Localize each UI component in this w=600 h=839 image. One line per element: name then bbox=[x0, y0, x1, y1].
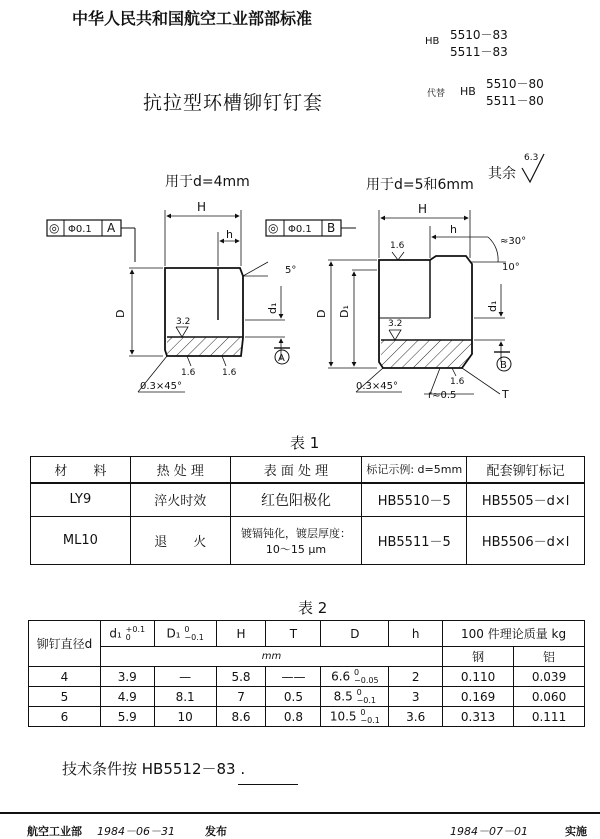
svg-text:1.6: 1.6 bbox=[222, 368, 237, 378]
table2-unit: mm bbox=[100, 647, 442, 667]
table2 bbox=[28, 620, 585, 727]
note-underline bbox=[238, 784, 298, 785]
right-tolerance-frame bbox=[266, 220, 356, 236]
svg-text:Φ0.1: Φ0.1 bbox=[288, 224, 312, 235]
table1-cell: 淬火时效 bbox=[130, 483, 230, 517]
footer-issue-date: 1984－06－31 bbox=[97, 825, 175, 838]
left-chamfer: 0.3×45° bbox=[140, 381, 183, 392]
right-dim-H: H bbox=[418, 202, 428, 216]
table1-cell: LY9 bbox=[31, 483, 131, 517]
org-title: 中华人民共和国航空工业部部标准 bbox=[72, 9, 313, 28]
table2-cell: 5.8 bbox=[216, 667, 266, 687]
table2-cell: 8.1 bbox=[154, 687, 216, 707]
table2-header-steel: 钢 bbox=[443, 647, 514, 667]
tech-note: 技术条件按 HB5512－83 . bbox=[62, 760, 246, 778]
left-caption: 用于d=4mm bbox=[165, 174, 250, 190]
right-dim-h: h bbox=[450, 223, 457, 236]
footer-rule bbox=[0, 812, 600, 814]
left-dim-H: H bbox=[197, 200, 207, 214]
table2-header-D1: D₁ 0 −0.1 bbox=[154, 621, 216, 647]
table2-subheader-row bbox=[29, 647, 585, 667]
table2-cell: 0.110 bbox=[443, 667, 514, 687]
table1-cell: HB5511－5 bbox=[362, 517, 467, 565]
svg-text:3.2: 3.2 bbox=[388, 319, 403, 329]
right-roughness-32 bbox=[388, 319, 402, 340]
table1 bbox=[30, 456, 585, 565]
table1-header-row bbox=[31, 457, 585, 483]
right-angle-10: 10° bbox=[502, 262, 520, 273]
table1-cell: 退 火 bbox=[130, 517, 230, 565]
table1-caption: 表 1 bbox=[290, 434, 320, 452]
table2-header-H: H bbox=[216, 621, 266, 647]
table2-cell: 3.9 bbox=[100, 667, 154, 687]
replaces-label: 代替 bbox=[427, 89, 446, 99]
replaces-hb-label: HB bbox=[460, 85, 476, 98]
left-dim-d1: d₁ bbox=[266, 302, 279, 314]
table2-cell: 8.5 0 −0.1 bbox=[321, 687, 389, 707]
doc-title: 抗拉型环槽铆钉钉套 bbox=[143, 92, 324, 114]
table2-cell: 4.9 bbox=[100, 687, 154, 707]
concentricity-icon: ◎ bbox=[49, 221, 60, 235]
table1-cell: ML10 bbox=[31, 517, 131, 565]
table2-header-rivet-dia: 铆钉直径d bbox=[29, 621, 101, 667]
table2-header-T: T bbox=[266, 621, 321, 647]
table1-cell: HB5510－5 bbox=[362, 483, 467, 517]
left-tolerance-frame bbox=[47, 220, 135, 262]
std-number-1: 5510－83 bbox=[450, 28, 508, 42]
table2-cell: 6.6 0 −0.05 bbox=[321, 667, 389, 687]
table1-header-rivet: 配套铆钉标记 bbox=[467, 457, 585, 483]
table1-header-marking: 标记示例: d=5mm bbox=[362, 457, 467, 483]
replaced-number-2: 5511－80 bbox=[486, 94, 544, 108]
svg-text:B: B bbox=[327, 221, 336, 235]
table1-cell: 红色阳极化 bbox=[230, 483, 362, 517]
svg-text:3.2: 3.2 bbox=[176, 317, 191, 327]
table2-cell: —— bbox=[266, 667, 321, 687]
table2-header-d1: d₁ +0.1 0 bbox=[100, 621, 154, 647]
table1-header-heat: 热 处 理 bbox=[130, 457, 230, 483]
table2-cell: 10 bbox=[154, 707, 216, 727]
table-row bbox=[31, 517, 585, 565]
table1-cell: HB5505－d×l bbox=[467, 483, 585, 517]
table2-cell: 8.6 bbox=[216, 707, 266, 727]
std-number-2: 5511－83 bbox=[450, 45, 508, 59]
table1-cell: HB5506－d×l bbox=[467, 517, 585, 565]
right-T-label: T bbox=[502, 388, 509, 401]
left-datum-a-marker: A bbox=[278, 353, 285, 364]
footer-issuer: 航空工业部 bbox=[27, 825, 82, 838]
right-r-label: r≈0.5 bbox=[428, 390, 457, 401]
right-chamfer: 0.3×45° bbox=[356, 381, 399, 392]
rest-label: 其余 bbox=[488, 166, 516, 182]
table2-cell: 0.313 bbox=[443, 707, 514, 727]
table-row bbox=[29, 707, 585, 727]
table2-cell: 0.5 bbox=[266, 687, 321, 707]
table2-cell: — bbox=[154, 667, 216, 687]
table2-cell: 6 bbox=[29, 707, 101, 727]
right-angle-30: ≈30° bbox=[500, 236, 527, 247]
table1-header-material: 材 料 bbox=[31, 457, 131, 483]
table2-cell: 0.111 bbox=[514, 707, 585, 727]
left-dim-h: h bbox=[226, 228, 233, 241]
table1-cell: 镀镉钝化，镀层厚度：10～15 μm bbox=[230, 517, 362, 565]
table2-header-row bbox=[29, 621, 585, 647]
left-roughness-16 bbox=[181, 356, 237, 378]
hb-label: HB bbox=[425, 36, 440, 47]
table2-cell: 0.060 bbox=[514, 687, 585, 707]
table1-header-surface: 表 面 处 理 bbox=[230, 457, 362, 483]
svg-text:Φ0.1: Φ0.1 bbox=[68, 224, 92, 235]
table-row bbox=[29, 667, 585, 687]
table2-cell: 3.6 bbox=[389, 707, 443, 727]
table-row bbox=[31, 483, 585, 517]
left-dim-D: D bbox=[114, 309, 127, 318]
svg-text:6.3: 6.3 bbox=[524, 153, 539, 163]
svg-text:A: A bbox=[107, 221, 116, 235]
right-dim-D: D bbox=[315, 309, 328, 318]
svg-text:1.6: 1.6 bbox=[181, 368, 196, 378]
table2-cell: 2 bbox=[389, 667, 443, 687]
table2-cell: 5 bbox=[29, 687, 101, 707]
table2-caption: 表 2 bbox=[298, 599, 328, 617]
rest-roughness-symbol bbox=[522, 153, 544, 182]
table2-cell: 0.169 bbox=[443, 687, 514, 707]
right-caption: 用于d=5和6mm bbox=[366, 177, 474, 193]
table2-cell: 4 bbox=[29, 667, 101, 687]
footer-impl-date: 1984－07－01 bbox=[450, 825, 528, 838]
table2-header-aluminum: 铝 bbox=[514, 647, 585, 667]
right-roughness-16-bottom: 1.6 bbox=[450, 377, 465, 387]
replaced-number-1: 5510－80 bbox=[486, 77, 544, 91]
footer-impl-label: 实施 bbox=[565, 825, 587, 838]
right-dim-D1: D₁ bbox=[338, 305, 351, 318]
table2-header-mass: 100 件理论质量 kg bbox=[443, 621, 585, 647]
table2-cell: 3 bbox=[389, 687, 443, 707]
technical-drawing bbox=[0, 140, 600, 430]
left-angle-5: 5° bbox=[285, 265, 297, 276]
right-roughness-16-top bbox=[390, 241, 405, 260]
right-datum-b-marker: B bbox=[500, 360, 507, 371]
table2-cell: 5.9 bbox=[100, 707, 154, 727]
right-dim-d1: d₁ bbox=[486, 300, 499, 312]
table2-header-h: h bbox=[389, 621, 443, 647]
table2-cell: 0.039 bbox=[514, 667, 585, 687]
table2-cell: 0.8 bbox=[266, 707, 321, 727]
footer-issue-label: 发布 bbox=[205, 825, 227, 838]
table2-header-D: D bbox=[321, 621, 389, 647]
svg-text:1.6: 1.6 bbox=[390, 241, 405, 251]
table2-cell: 7 bbox=[216, 687, 266, 707]
concentricity-icon: ◎ bbox=[268, 221, 279, 235]
left-roughness-32 bbox=[176, 317, 190, 337]
table2-cell: 10.5 0 −0.1 bbox=[321, 707, 389, 727]
table-row bbox=[29, 687, 585, 707]
